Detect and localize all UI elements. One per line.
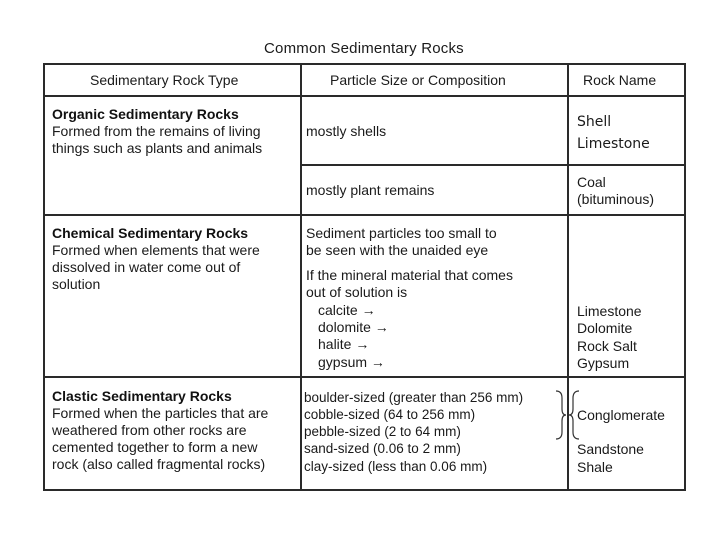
clastic-size-cobble: cobble-sized (64 to 256 mm) [304,407,476,422]
chemical-particle-4: out of solution is [306,284,408,300]
header-rock-name: Rock Name [583,72,657,88]
right-rule [684,63,686,491]
chemical-particle-1: Sediment particles too small to [306,225,497,241]
mineral-dolomite: dolomite → [318,319,389,335]
organic-name-2a: Coal [577,174,606,190]
clastic-size-boulder: boulder-sized (greater than 256 mm) [304,390,524,405]
chemical-desc-1: Formed when elements that were [52,242,260,258]
clastic-desc-4: rock (also called fragmental rocks) [52,456,266,472]
clastic-name-conglomerate: Conglomerate [577,407,665,423]
mineral-gypsum: gypsum → [318,354,385,370]
header-rock-type: Sedimentary Rock Type [90,72,239,88]
clastic-size-sand: sand-sized (0.06 to 2 mm) [304,441,461,456]
header-particle-size: Particle Size or Composition [330,72,506,88]
clastic-heading: Clastic Sedimentary Rocks [52,388,232,404]
chemical-particle-2: be seen with the unaided eye [306,242,489,258]
clastic-desc-3: cemented together to form a new [52,439,258,455]
chemical-desc-3: solution [52,276,101,292]
organic-desc-2: things such as plants and animals [52,140,263,156]
organic-heading: Organic Sedimentary Rocks [52,106,239,122]
organic-name-1b: Limestone [577,136,650,152]
clastic-size-pebble: pebble-sized (2 to 64 mm) [304,424,461,439]
column-rule-1 [300,63,302,491]
organic-desc-1: Formed from the remains of living [52,123,261,139]
organic-name-2b: (bituminous) [577,191,655,207]
table-title: Common Sedimentary Rocks [264,40,464,57]
chemical-name-limestone: Limestone [577,303,642,319]
chemical-name-dolomite: Dolomite [577,320,633,336]
header-rule [43,95,686,97]
left-rule [43,63,45,491]
top-rule [43,63,686,65]
sedimentary-rocks-table [43,63,686,491]
organic-particle-1: mostly shells [306,123,387,139]
chemical-bottom-rule [43,376,686,378]
clastic-size-clay: clay-sized (less than 0.06 mm) [304,459,488,474]
organic-particle-2: mostly plant remains [306,182,435,198]
chemical-name-rock-salt: Rock Salt [577,338,637,354]
clastic-desc-1: Formed when the particles that are [52,405,269,421]
chemical-desc-2: dissolved in water come out of [52,259,241,275]
clastic-name-sandstone: Sandstone [577,441,644,457]
bottom-rule [43,489,686,491]
organic-inner-rule [300,164,686,166]
chemical-name-gypsum: Gypsum [577,355,630,371]
mineral-calcite: calcite → [318,302,376,318]
clastic-desc-2: weathered from other rocks are [52,422,247,438]
chemical-particle-3: If the mineral material that comes [306,267,513,283]
chemical-heading: Chemical Sedimentary Rocks [52,225,249,241]
mineral-halite: halite → [318,336,370,352]
organic-bottom-rule [43,214,686,216]
brace-right-icon [554,390,568,440]
clastic-name-shale: Shale [577,459,613,475]
organic-name-1a: Shell [577,114,612,130]
